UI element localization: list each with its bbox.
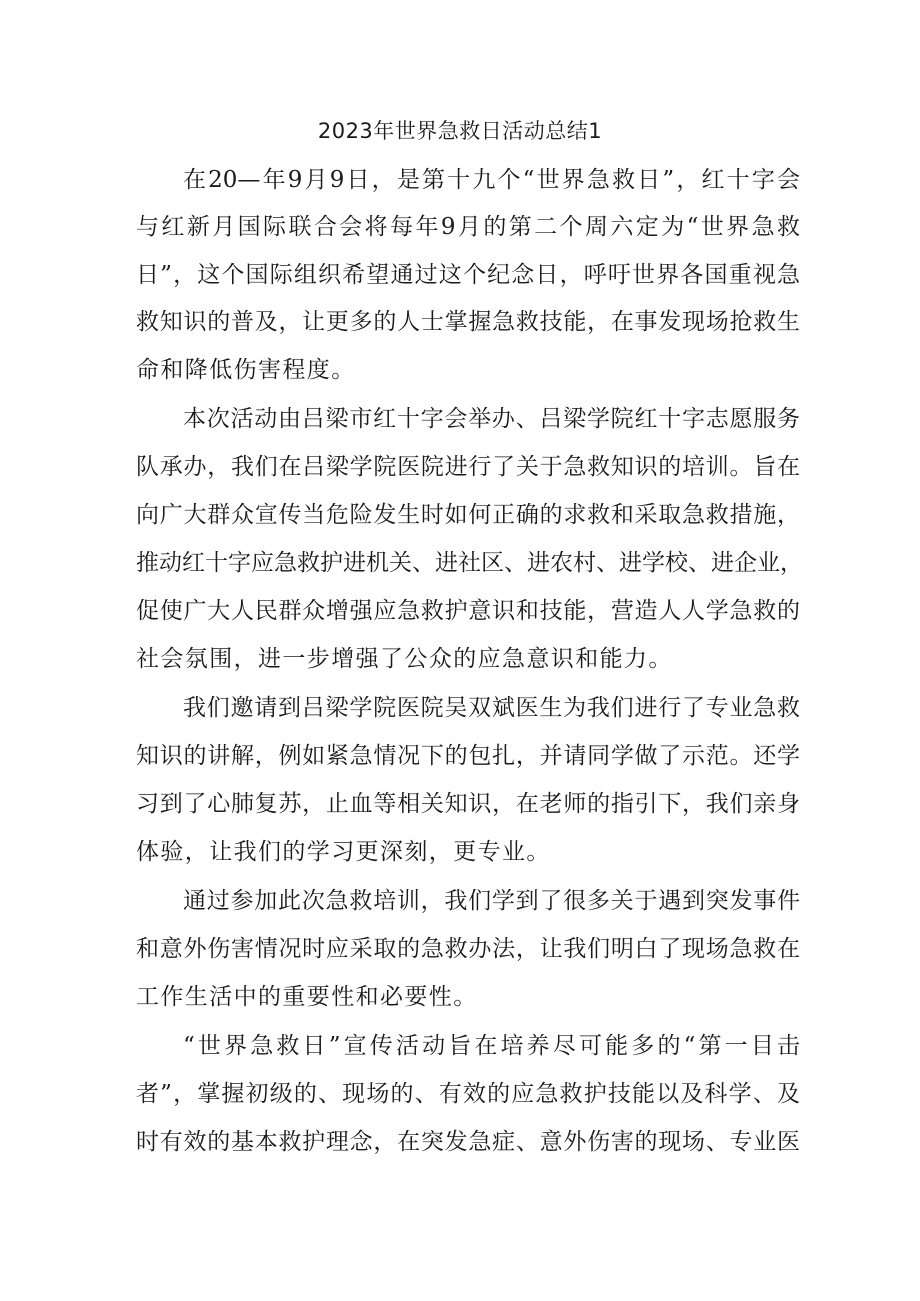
paragraph-line: 知识的讲解，例如紧急情况下的包扎，并请同学做了示范。还学 xyxy=(136,743,800,769)
paragraph-line: 工作生活中的重要性和必要性。 xyxy=(136,984,478,1010)
paragraph-line: 救知识的普及，让更多的人士掌握急救技能，在事发现场抢救生 xyxy=(136,309,800,335)
paragraph-line: 者”，掌握初级的、现场的、有效的应急救护技能以及科学、及 xyxy=(136,1081,800,1107)
paragraph-line: 社会氛围，进一步增强了公众的应急意识和能力。 xyxy=(136,646,673,672)
paragraph-line: 促使广大人民群众增强应急救护意识和技能，营造人人学急救的 xyxy=(136,598,800,624)
paragraph-line: 和意外伤害情况时应采取的急救办法，让我们明白了现场急救在 xyxy=(136,936,800,962)
paragraph-line: “世界急救日”宣传活动旨在培养尽可能多的“第一目击 xyxy=(183,1033,800,1059)
document-title: 2023年世界急救日活动总结1 xyxy=(317,119,603,143)
paragraph-line: 与红新月国际联合会将每年9月的第二个周六定为“世界急救 xyxy=(136,214,800,240)
paragraph-line: 时有效的基本救护理念，在突发急症、意外伤害的现场、专业医 xyxy=(136,1129,800,1155)
paragraph-line: 推动红十字应急救护进机关、进社区、进农村、进学校、进企业， xyxy=(136,550,803,576)
paragraph-line: 体验，让我们的学习更深刻，更专业。 xyxy=(136,839,551,865)
paragraph-line: 队承办，我们在吕梁学院医院进行了关于急救知识的培训。旨在 xyxy=(136,454,800,480)
paragraph-line: 习到了心肺复苏，止血等相关知识，在老师的指引下，我们亲身 xyxy=(136,791,800,817)
paragraph-line: 在20—年9月9日，是第十九个“世界急救日”，红十字会 xyxy=(183,167,800,193)
paragraph-line: 向广大群众宣传当危险发生时如何正确的求救和采取急救措施， xyxy=(136,502,800,528)
paragraph-line: 我们邀请到吕梁学院医院吴双斌医生为我们进行了专业急救 xyxy=(183,695,800,721)
paragraph-line: 命和降低伤害程度。 xyxy=(136,357,356,383)
paragraph-line: 本次活动由吕梁市红十字会举办、吕梁学院红十字志愿服务 xyxy=(183,406,800,432)
paragraph-line: 日”，这个国际组织希望通过这个纪念日，呼吁世界各国重视急 xyxy=(136,262,800,288)
paragraph-line: 通过参加此次急救培训，我们学到了很多关于遇到突发事件 xyxy=(183,888,800,914)
